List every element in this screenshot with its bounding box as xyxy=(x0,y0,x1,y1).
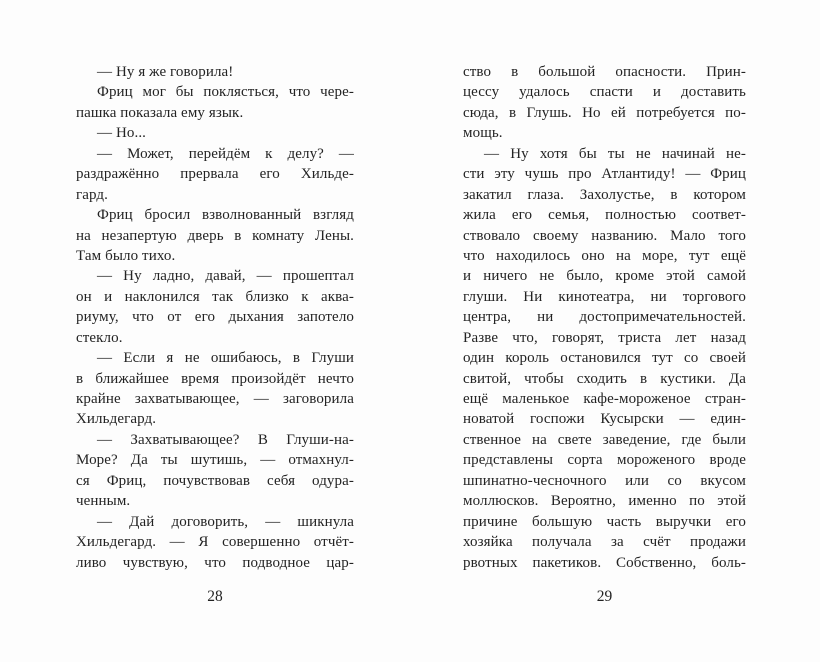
text-line: мощь. xyxy=(463,125,503,142)
text-line: Море? Да ты шутишь, — отмахнул- xyxy=(76,452,354,469)
text-line: представлены сорта мороженого вроде xyxy=(463,452,746,469)
text-line: гард. xyxy=(76,186,108,203)
text-line: он и наклонился так близко к аква- xyxy=(76,288,354,305)
text-line: закатил глаза. Захолустье, в котором xyxy=(463,186,746,203)
text-line: Хильдегард. — Я совершенно отчёт- xyxy=(76,534,354,551)
page-right xyxy=(463,0,746,662)
text-line: ещё маленькое кафе-мороженое стран- xyxy=(463,391,746,407)
text-line: — Может, перейдём к делу? — xyxy=(97,145,354,162)
text-line: — Дай договорить, — шикнула xyxy=(97,513,354,530)
page-left xyxy=(76,0,354,662)
text-line: Фриц мог бы поклясться, что чере- xyxy=(97,84,354,101)
text-line: центра, ни достопримечательностей. xyxy=(463,309,746,326)
text-line: цессу удалось спасти и доставить xyxy=(463,84,746,101)
text-line: — Если я не ошибаюсь, в Глуши xyxy=(97,350,354,367)
text-line: и ничего не было, кроме этой самой xyxy=(463,268,746,285)
page-right-text xyxy=(463,62,746,573)
text-line: новатой госпожи Кусырски — един- xyxy=(463,411,746,428)
text-line: Разве что, говорят, триста лет назад xyxy=(463,329,746,346)
page-left-text xyxy=(76,62,354,573)
text-line: жила его семья, полностью соответ- xyxy=(463,207,746,224)
text-line: глуши. Ни кинотеатра, ни торгового xyxy=(463,288,746,305)
text-line: рвотных пакетиков. Собственно, боль- xyxy=(463,554,746,571)
text-line: один король остановился тут со своей xyxy=(463,350,746,367)
text-line: пашка показала ему язык. xyxy=(76,104,244,121)
text-line: свитой, чтобы сходить в кустики. Да xyxy=(463,370,746,387)
text-line: шпинатно-чесночного или со вкусом xyxy=(463,472,746,489)
text-line: — Ну я же говорила! xyxy=(97,64,234,80)
text-line: раздражённо прервала его Хильде- xyxy=(76,166,354,183)
text-line: причине большую часть выручки его xyxy=(463,513,746,530)
text-line: что находилось оно на море, тут ещё xyxy=(463,247,746,264)
text-line: ство в большой опасности. Прин- xyxy=(463,64,746,80)
text-line: Там было тихо. xyxy=(76,247,176,264)
text-line: в ближайшее время произойдёт нечто xyxy=(76,370,354,387)
text-line: — Захватывающее? В Глуши-на- xyxy=(97,431,354,448)
text-line: ливо чувствую, что подводное цар- xyxy=(76,554,354,571)
text-line: сюда, в Глушь. Но ей потребуется по- xyxy=(463,104,746,121)
text-line: ственное на свете заведение, где были xyxy=(463,431,746,448)
text-line: ся Фриц, почувствовав себя одура- xyxy=(76,472,354,489)
page-number-left: 28 xyxy=(207,588,223,605)
text-line: крайне захватывающее, — заговорила xyxy=(76,391,354,407)
text-line: ствовало своему названию. Мало того xyxy=(463,227,746,244)
text-line: — Ну ладно, давай, — прошептал xyxy=(97,268,354,285)
text-line: риуму, что от его дыхания запотело xyxy=(76,309,354,326)
text-line: сти эту чушь про Атлантиду! — Фриц xyxy=(463,166,746,183)
page-number-right: 29 xyxy=(596,588,613,605)
text-line: Хильдегард. xyxy=(76,411,157,428)
text-line: Фриц бросил взволнованный взгляд xyxy=(97,207,354,224)
text-line: — Ну хотя бы ты не начинай не- xyxy=(484,145,746,162)
text-line: стекло. xyxy=(76,329,123,346)
text-line: — Но... xyxy=(97,125,147,142)
text-line: моллюсков. Вероятно, именно по этой xyxy=(463,493,746,510)
text-line: ченным. xyxy=(76,493,131,510)
text-line: на незапертую дверь в комнату Лены. xyxy=(76,227,354,244)
text-line: хозяйка получала за счёт продажи xyxy=(463,534,746,551)
